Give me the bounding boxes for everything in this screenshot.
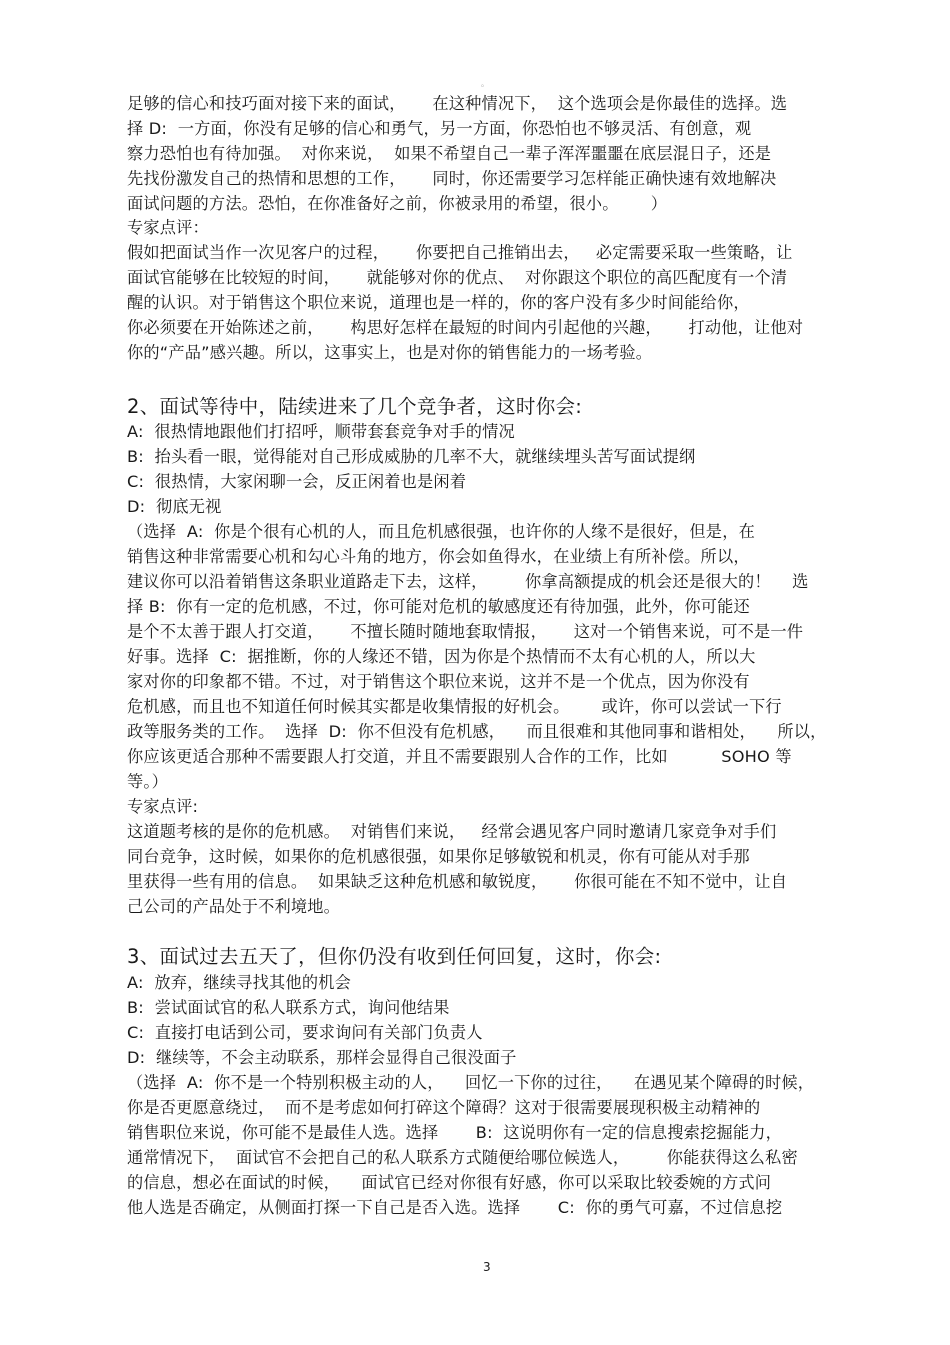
text-line: 面试问题的方法。恐怕，在你准备好之前，你被录用的希望，很小。 ） — [127, 194, 668, 213]
top-mark: 。 — [481, 79, 489, 88]
text-line: 择 D: 一方面，你没有足够的信心和勇气，另一方面，你恐怕也不够灵活、有创意，观 — [127, 119, 752, 138]
text-line: 是个不太善于跟人打交道， 不擅长随时随地套取情报， 这对一个销售来说，可不是一件 — [127, 622, 804, 641]
page-number: 3 — [483, 1260, 491, 1274]
text-line: 假如把面试当作一次见客户的过程， 你要把自己推销出去， 必定需要采取一些策略，让 — [127, 243, 793, 262]
text-line: 同台竞争，这时候，如果你的危机感很强，如果你足够敏锐和机灵，你有可能从对手那 — [127, 847, 750, 866]
text-line: 先找份激发自己的热情和思想的工作， 同时，你还需要学习怎样能正确快速有效地解决 — [127, 169, 777, 188]
text-line: 择 B: 你有一定的危机感，不过，你可能对危机的敏感度还有待加强，此外，你可能还 — [127, 597, 750, 616]
option-c: C: 直接打电话到公司，要求询问有关部门负责人 — [127, 1023, 483, 1042]
option-d: D: 继续等，不会主动联系，那样会显得自己很没面子 — [127, 1048, 517, 1067]
text-line: 你的“产品”感兴趣。所以，这事实上，也是对你的销售能力的一场考验。 — [127, 343, 653, 362]
text-line: 通常情况下， 面试官不会把自己的私人联系方式随便给哪位候选人， 你能获得这么私密 — [127, 1148, 798, 1167]
option-a: A: 放弃，继续寻找其他的机会 — [127, 973, 351, 992]
text-line: 家对你的印象都不错。不过，对于销售这个职位来说，这并不是一个优点，因为你没有 — [127, 672, 750, 691]
text-line: 销售这种非常需要心机和勾心斗角的地方，你会如鱼得水，在业绩上有所补偿。所以， — [127, 547, 750, 566]
text-line: 面试官能够在比较短的时间， 就能够对你的优点、 对你跟这个职位的高匹配度有一个清 — [127, 268, 788, 287]
text-line: 你是否更愿意绕过， 而不是考虑如何打碎这个障碍？这对于很需要展现积极主动精神的 — [127, 1098, 761, 1117]
text-line: 察力恐怕也有待加强。 对你来说， 如果不希望自己一辈子浑浑噩噩在底层混日子，还是 — [127, 144, 772, 163]
option-a: A: 很热情地跟他们打招呼，顺带套套竞争对手的情况 — [127, 422, 515, 441]
text-line: 你应该更适合那种不需要跟人打交道，并且不需要跟别人合作的工作，比如 SOHO 等 — [127, 747, 792, 766]
option-b: B: 抬头看一眼，觉得能对自己形成威胁的几率不大，就继续埋头苦写面试提纲 — [127, 447, 696, 466]
text-line: 的信息，想必在面试的时候， 面试官已经对你很有好感，你可以采取比较委婉的方式问 — [127, 1173, 772, 1192]
question-heading: 3、面试过去五天了，但你仍没有收到任何回复，这时，你会: — [127, 945, 662, 968]
question-heading: 2、面试等待中，陆续进来了几个竞争者，这时你会: — [127, 395, 583, 418]
text-line: （选择 A: 你是个很有心机的人，而且危机感很强，也许你的人缘不是很好，但是，在 — [127, 522, 755, 541]
text-line: 你必须要在开始陈述之前， 构思好怎样在最短的时间内引起他的兴趣， 打动他，让他对 — [127, 318, 804, 337]
section-label: 专家点评: — [127, 797, 199, 816]
text-line: 这道题考核的是你的危机感。 对销售们来说， 经常会遇见客户同时邀请几家竞争对手们 — [127, 822, 777, 841]
section-label: 专家点评： — [127, 218, 209, 237]
text-line: 他人选是否确定，从侧面打探一下自己是否入选。选择 C: 你的勇气可嘉，不过信息挖 — [127, 1198, 783, 1217]
text-line: 政等服务类的工作。 选择 D: 你不但没有危机感， 而且很难和其他同事和谐相处， 所以， — [127, 722, 827, 741]
option-c: C: 很热情，大家闲聊一会，反正闲着也是闲着 — [127, 472, 467, 491]
text-line: 好事。选择 C: 据推断，你的人缘还不错，因为你是个热情而不太有心机的人，所以大 — [127, 647, 756, 666]
text-line: （选择 A: 你不是一个特别积极主动的人， 回忆一下你的过往， 在遇见某个障碍的时候， — [127, 1073, 815, 1092]
text-line: 里获得一些有用的信息。 如果缺乏这种危机感和敏锐度， 你很可能在不知不觉中，让自 — [127, 872, 788, 891]
text-line: 危机感，而且也不知道任何时候其实都是收集情报的好机会。 或许，你可以尝试一下行 — [127, 697, 782, 716]
text-line: 足够的信心和技巧面对接下来的面试， 在这种情况下， 这个选项会是你最佳的选择。选 — [127, 94, 788, 113]
text-line: 醒的认识。对于销售这个职位来说，道理也是一样的，你的客户没有多少时间能给你， — [127, 293, 750, 312]
text-line: 建议你可以沿着销售这条职业道路走下去，这样， 你拿高额提成的机会还是很大的！ 选 — [127, 572, 809, 591]
text-line: 销售职位来说，你可能不是最佳人选。选择 B: 这说明你有一定的信息搜索挖掘能力， — [127, 1123, 783, 1142]
text-line: 己公司的产品处于不利境地。 — [127, 897, 341, 916]
option-b: B: 尝试面试官的私人联系方式，询问他结果 — [127, 998, 450, 1017]
text-line: 等。） — [127, 772, 169, 791]
option-d: D: 彻底无视 — [127, 497, 222, 516]
